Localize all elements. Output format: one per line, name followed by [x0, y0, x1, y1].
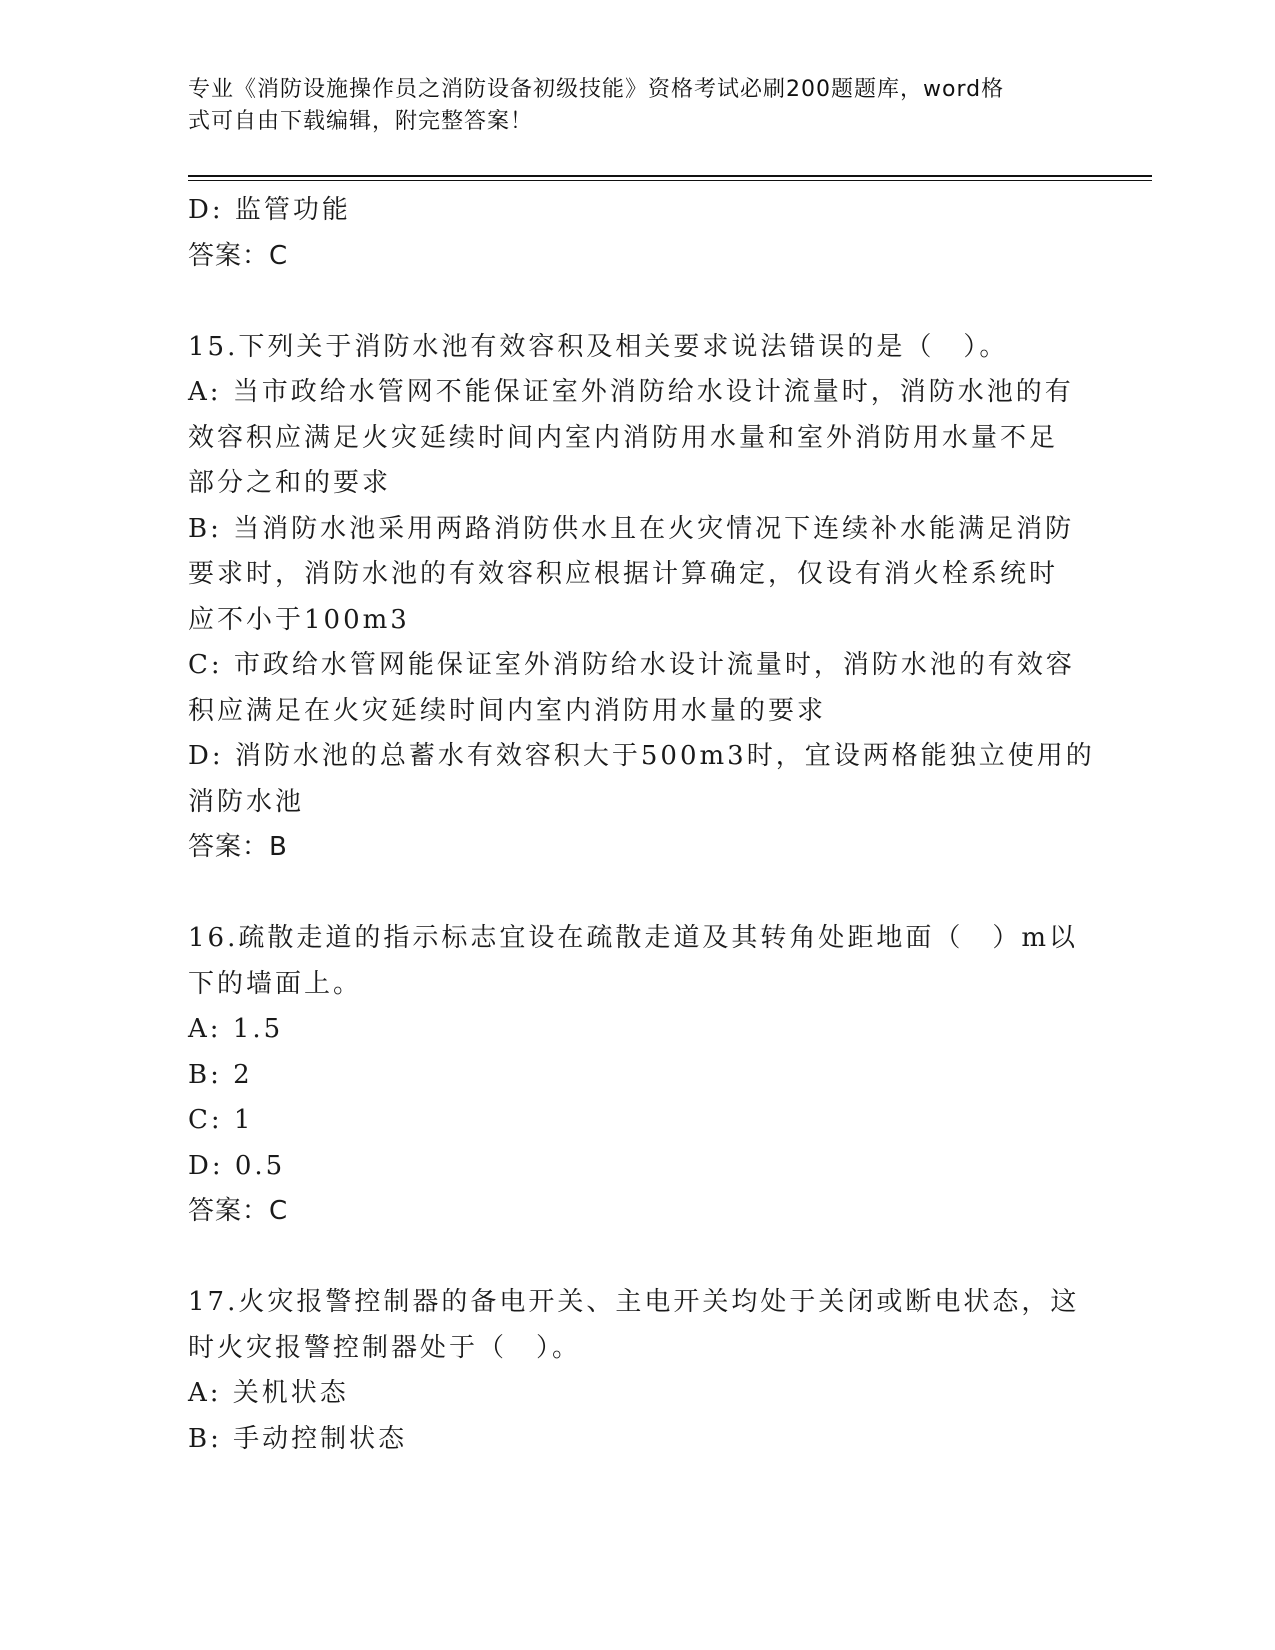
option-d-line-1: D: 消防水池的总蓄水有效容积大于500m3时，宜设两格能独立使用的: [188, 741, 1095, 771]
option-b: B: 手动控制状态: [188, 1423, 408, 1454]
header-line-1: 专业《消防设施操作员之消防设备初级技能》资格考试必刷200题题库，word格: [188, 77, 1005, 102]
question-stem-line-1: 16.疏散走道的指示标志宜设在疏散走道及其转角处距地面（ ）m以: [188, 923, 1079, 953]
option-c: C: 1: [188, 1105, 254, 1135]
option-a: A: 关机状态: [188, 1378, 349, 1408]
option-a-line-1: A: 当市政给水管网不能保证室外消防给水设计流量时，消防水池的有: [188, 377, 1074, 407]
spacer: [188, 1235, 1088, 1281]
option-a-line-3: 部分之和的要求: [188, 468, 392, 498]
question-16: [188, 916, 1088, 1235]
question-stem-line-2: 时火灾报警控制器处于（ ）。: [188, 1332, 582, 1363]
question-17: [188, 1280, 1088, 1462]
answer: 答案：B: [188, 832, 288, 862]
option-b: B: 2: [188, 1059, 253, 1090]
spacer: [188, 871, 1088, 917]
question-15: [188, 325, 1095, 871]
option-c-line-2: 积应满足在火灾延续时间内室内消防用水量的要求: [188, 695, 827, 726]
header-divider-thin: [188, 180, 1152, 181]
question-stem-line-1: 17.火灾报警控制器的备电开关、主电开关均处于关闭或断电状态，这: [188, 1287, 1080, 1317]
question-stem: 15.下列关于消防水池有效容积及相关要求说法错误的是（ ）。: [188, 331, 1009, 362]
option-d: D: 0.5: [188, 1150, 286, 1181]
question-stem-line-2: 下的墙面上。: [188, 968, 363, 999]
answer: 答案：C: [188, 240, 289, 271]
spacer: [188, 279, 1088, 325]
option-a-line-2: 效容积应满足火灾延续时间内室内消防用水量和室外消防用水量不足: [188, 422, 1059, 453]
option-b-line-2: 要求时，消防水池的有效容积应根据计算确定，仅设有消火栓系统时: [188, 559, 1059, 589]
option-b-line-1: B: 当消防水池采用两路消防供水且在火灾情况下连续补水能满足消防: [188, 513, 1075, 544]
header-divider-thick: [188, 175, 1152, 177]
answer: 答案：C: [188, 1196, 289, 1226]
question-14: [188, 188, 1088, 279]
option-d-line-2: 消防水池: [188, 786, 305, 817]
option-d: D: 监管功能: [188, 195, 351, 225]
option-a: A: 1.5: [188, 1014, 284, 1044]
question-content: [188, 188, 1095, 1462]
page-header: [188, 74, 1068, 138]
header-line-2: 式可自由下载编辑，附完整答案！: [188, 109, 534, 134]
option-c-line-1: C: 市政给水管网能保证室外消防给水设计流量时，消防水池的有效容: [188, 650, 1075, 680]
option-b-line-3: 应不小于100m3: [188, 604, 410, 635]
